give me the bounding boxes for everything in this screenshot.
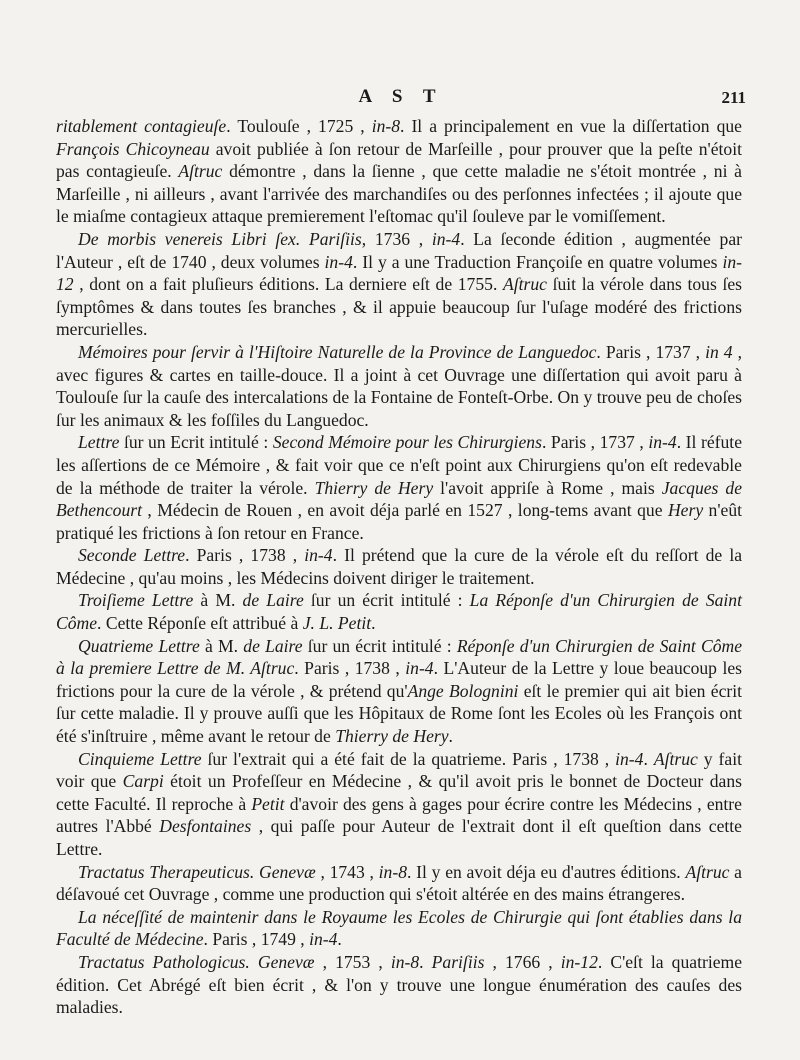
bibliography-entry xyxy=(56,341,742,431)
bibliography-entry xyxy=(56,635,742,748)
entry-text: , 1743 , xyxy=(315,861,379,882)
entry-text: n'eût pratiqué les frictions à ſon retour en France. xyxy=(56,500,743,543)
bibliography-entry xyxy=(56,589,742,634)
italic-text: François Chicoyneau xyxy=(56,138,210,159)
italic-text: Tractatus Therapeuticus. Genevæ xyxy=(78,861,316,882)
entry-text: . Paris , 1738 , xyxy=(294,658,406,679)
italic-text: Réponſe d'un Chirurgien de Saint Côme à la premiere Lettre de M. Aſtruc xyxy=(56,635,743,679)
entry-text: eſt le premier qui ait bien écrit ſur cette maladie. Il y prouve auſſi que les Hôpitaux de Rome ſont les Ecoles où les François ont été s'inſtruire , même avant le retour de xyxy=(56,680,743,747)
entry-text: a déſavoué cet Ouvrage , comme une production qui s'étoit altérée en des mains étrangeres. xyxy=(56,861,742,905)
italic-text: Aſtruc xyxy=(502,274,547,295)
entry-text: ſur un Ecrit intitulé : xyxy=(119,432,273,453)
entry-text: . Il a principalement en vue la diſſertation que xyxy=(400,116,742,136)
entry-text: d'avoir des gens à gages pour écrire contre les Médecins , entre autres l'Abbé xyxy=(56,793,742,837)
entry-text: à M. xyxy=(199,635,244,656)
entry-text: , qui paſſe pour Auteur de l'extrait dont il eſt queſtion dans cette Lettre. xyxy=(56,816,742,859)
bibliography-entry xyxy=(56,951,742,1019)
entry-text: . Il réfute les aſſertions de ce Mémoire , & fait voir que ce n'eſt point aux Chirurgiens qu'on eſt redevable de la méthode de traiter la vérole. xyxy=(56,432,743,498)
italic-text: de Laire xyxy=(243,635,303,656)
italic-text: Lettre xyxy=(78,432,120,453)
entry-text: l'avoit appriſe à Rome , mais xyxy=(433,477,662,498)
bibliography-entry xyxy=(56,906,742,951)
italic-text: Quatrieme Lettre xyxy=(78,635,200,656)
italic-text: La néceſſité de maintenir dans le Royaume les Ecoles de Chirurgie qui ſont établies dans la Faculté de Médecine xyxy=(56,906,742,950)
entry-text: ſuit la vérole dans tous ſes ſymptômes & dans toutes ſes branches , & il appuie beaucoup ſur l'uſage modéré des frictions mercurielles. xyxy=(56,274,742,340)
entry-text: ſur un écrit intitulé : xyxy=(302,635,457,656)
page-number: 211 xyxy=(721,88,746,107)
italic-text: J. L. Petit xyxy=(302,613,372,634)
entry-text: . Il y a une Traduction Françoiſe en quatre volumes xyxy=(352,251,723,272)
entry-text: . xyxy=(643,748,654,769)
italic-text: in-12 xyxy=(56,251,742,295)
running-head xyxy=(56,86,746,116)
entry-text: à M. xyxy=(193,590,243,611)
entry-text: démontre , dans la ſienne , que cette maladie ne s'étoit montrée , ni à Marſeille , ni ailleurs , avant l'arrivée des marchandiſes ou des perſonnes infectées ; il ajoute que le miaſme contagieux attaque premierement l'eſtomac qu'il ſouleve par le vomiſſement. xyxy=(56,161,742,227)
italic-text: Mémoires pour ſervir à l'Hiſtoire Naturelle de la Province de Languedoc xyxy=(78,341,597,362)
italic-text: in-4 xyxy=(324,251,353,272)
entry-text: . Paris , 1737 , xyxy=(541,432,649,453)
italic-text: Pariſiis xyxy=(431,951,485,972)
italic-text: Aſtruc xyxy=(653,748,698,769)
italic-text: Petit xyxy=(251,793,285,814)
italic-text: Troiſieme Lettre xyxy=(78,590,194,611)
italic-text: in-8 xyxy=(390,951,420,972)
entry-text: . xyxy=(419,951,432,972)
entry-text: , 1766 , xyxy=(484,951,561,972)
entry-text: , 1753 , xyxy=(314,951,391,972)
italic-text: de Laire xyxy=(242,590,304,611)
entry-text: étoit un Profeſſeur en Médecine , & qu'il avoit pris le bonnet de Docteur dans cette Faculté. Il reproche à xyxy=(56,771,742,814)
running-title: A S T xyxy=(358,86,444,107)
entry-text: . xyxy=(371,613,376,634)
italic-text: in-4 xyxy=(304,545,333,566)
entry-text: avoit publiée à ſon retour de Marſeille , pour prouver que la peſte n'étoit pas contagieuſe. xyxy=(56,138,742,182)
italic-text: Desfontaines xyxy=(159,816,252,837)
entry-text: y fait voir que xyxy=(56,748,743,792)
italic-text: Thierry de Hery xyxy=(314,477,434,498)
italic-text: Aſtruc xyxy=(685,861,730,882)
bibliography-entry xyxy=(56,544,742,589)
bibliography-entry xyxy=(56,228,742,341)
italic-text: in-4 xyxy=(648,432,677,453)
italic-text: in-8 xyxy=(371,116,401,136)
bibliography-entry xyxy=(56,861,742,906)
italic-text: Jacques de Bethencourt xyxy=(56,477,743,521)
italic-text: Hery xyxy=(667,500,704,521)
italic-text: Second Mémoire pour les Chirurgiens xyxy=(272,432,542,453)
italic-text: La Réponſe d'un Chirurgien de Saint Côme xyxy=(56,590,742,634)
italic-text: in-4 xyxy=(309,929,338,950)
italic-text: Ange Bolognini xyxy=(407,680,519,701)
italic-text: in-8 xyxy=(378,861,408,882)
entry-text: . Il prétend que la cure de la vérole eſt du reſſort de la Médecine , qu'au moins , les Médecins doivent diriger le traitement. xyxy=(56,545,743,588)
entry-text: . Il y en avoit déja eu d'autres éditions. xyxy=(407,861,686,882)
entry-text: , Médecin de Rouen , en avoit déja parlé en 1527 , long-tems avant que xyxy=(141,500,668,521)
italic-text: in 4 xyxy=(705,341,733,362)
italic-text: Cinquieme Lettre xyxy=(78,748,202,769)
body-text xyxy=(56,115,742,1019)
entry-text: ſur un écrit intitulé : xyxy=(303,590,470,611)
italic-text: in-4 xyxy=(615,748,644,769)
entry-text: . Paris , 1738 , xyxy=(185,545,305,566)
entry-text: . Cette Réponſe eſt attribué à xyxy=(97,613,303,634)
italic-text: Carpi xyxy=(122,771,164,792)
entry-text: . La ſeconde édition , augmentée par l'Auteur , eſt de 1740 , deux volumes xyxy=(56,228,742,272)
entry-text: . Paris , 1749 , xyxy=(203,929,310,950)
italic-text: De morbis venereis Libri ſex. Pariſiis xyxy=(78,228,362,249)
italic-text: in-4 xyxy=(405,658,434,679)
entry-text: , 1736 , xyxy=(361,228,432,249)
italic-text: Tractatus Pathologicus. Genevæ xyxy=(78,951,315,972)
continued-entry xyxy=(56,115,742,228)
entry-text: . L'Auteur de la Lettre y loue beaucoup les frictions pour la cure de la vérole , & prétend qu' xyxy=(56,658,742,701)
entry-text: . Paris , 1737 , xyxy=(596,341,706,362)
italic-text: Aſtruc xyxy=(178,161,223,182)
entry-text: , dont on a fait pluſieurs éditions. La derniere eſt de 1755. xyxy=(73,274,503,295)
italic-text: ritablement contagieuſe xyxy=(56,116,227,136)
italic-text: Seconde Lettre xyxy=(78,545,186,566)
entry-text: , avec figures & cartes en taille-douce. Il a joint à cet Ouvrage une diſſertation qui avoit paru à Toulouſe ſur la cauſe des intercalations de la Fontaine de Fonteſt-Orbe. On y trouve peu de choſes ſur les animaux & les foſſiles du Languedoc. xyxy=(56,341,742,430)
entry-text: . xyxy=(337,929,342,950)
entry-text: . C'eſt la quatrieme édition. Cet Abrégé eſt bien écrit , & l'on y trouve une longue énumération des cauſes des maladies. xyxy=(56,951,743,1018)
italic-text: Thierry de Hery xyxy=(335,726,449,747)
entry-text: ſur l'extrait qui a été fait de la quatrieme. Paris , 1738 , xyxy=(201,748,616,769)
entry-text: . Toulouſe , 1725 , xyxy=(226,116,372,136)
entry-text: . xyxy=(448,726,453,747)
italic-text: in-12 xyxy=(560,951,598,972)
bibliography-entry xyxy=(56,748,742,861)
bibliography-entry xyxy=(56,431,742,544)
italic-text: in-4 xyxy=(431,228,461,249)
